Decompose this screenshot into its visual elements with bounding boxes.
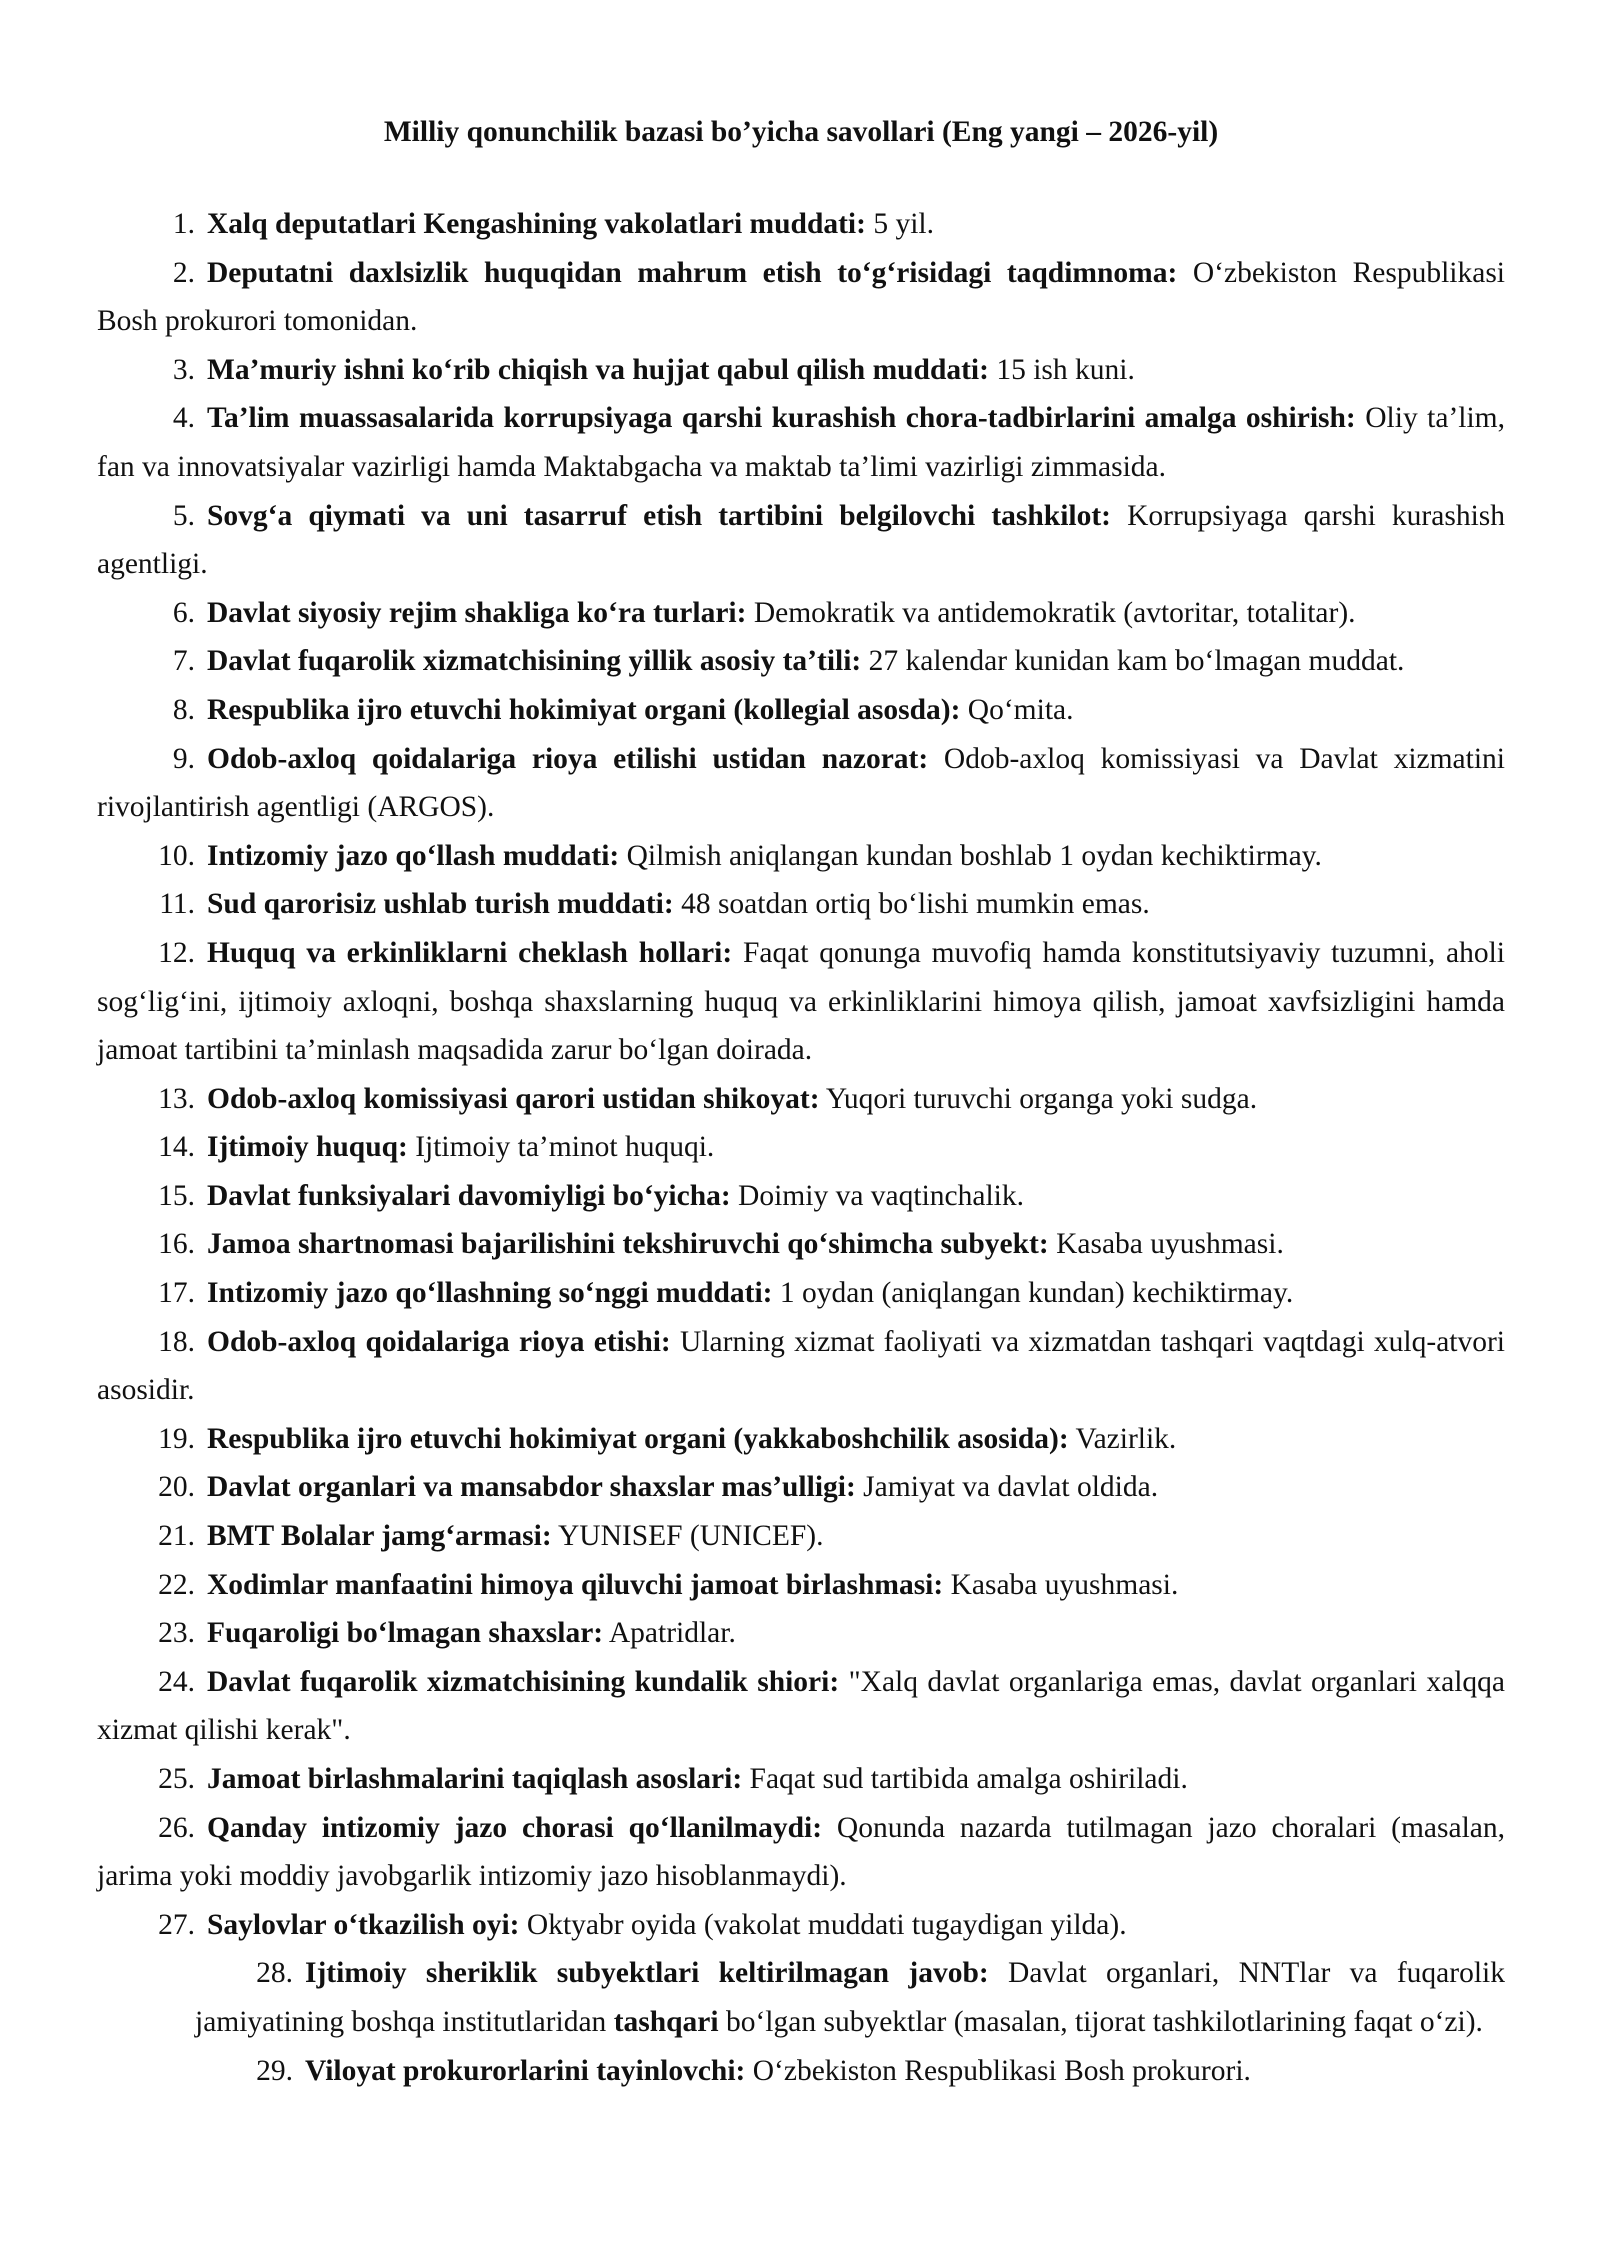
list-item xyxy=(97,1463,1505,1512)
list-item xyxy=(97,686,1505,735)
list-item xyxy=(97,735,1505,832)
list-item xyxy=(97,1512,1505,1561)
item-number: 18. xyxy=(158,1325,195,1358)
item-term: Xodimlar manfaatini himoya qiluvchi jamoat birlashmasi: xyxy=(207,1568,944,1601)
item-answer: Ularning xizmat faoliyati va xizmatdan tashqari vaqtdagi xulq-atvori asosidir. xyxy=(97,1325,1505,1407)
item-number: 20. xyxy=(158,1471,195,1504)
item-answer: "Xalq davlat organlariga emas, davlat organlari xalqqa xizmat qilishi kerak". xyxy=(97,1665,1505,1747)
item-number: 19. xyxy=(158,1422,195,1455)
item-term: Ijtimoiy sheriklik subyektlari keltirilmagan javob: xyxy=(305,1957,989,1990)
list-item xyxy=(97,1658,1505,1755)
list-item xyxy=(97,637,1505,686)
item-answer: 1 oydan (aniqlangan kundan) kechiktirmay. xyxy=(772,1277,1294,1310)
item-answer: 27 kalendar kunidan kam bo‘lmagan muddat. xyxy=(861,645,1405,678)
list-item xyxy=(97,1901,1505,1950)
list-item xyxy=(97,1415,1505,1464)
item-term: Huquq va erkinliklarni cheklash hollari: xyxy=(207,936,733,969)
list-item xyxy=(97,492,1505,589)
list-item xyxy=(97,1220,1505,1269)
item-term: Davlat funksiyalari davomiyligi bo‘yicha: xyxy=(207,1179,731,1212)
item-number: 10. xyxy=(158,839,195,872)
list-item xyxy=(97,1949,1505,2046)
item-answer: Korrupsiyaga qarshi kurashish agentligi. xyxy=(97,499,1505,581)
item-term: Sud qarorisiz ushlab turish muddati: xyxy=(207,888,674,921)
item-answer: Jamiyat va davlat oldida. xyxy=(855,1471,1159,1504)
item-answer: Odob-axloq komissiyasi va Davlat xizmatini rivojlantirish agentligi (ARGOS). xyxy=(97,742,1505,824)
item-number: 25. xyxy=(158,1763,195,1795)
item-number: 29. xyxy=(256,2054,293,2087)
item-number: 22. xyxy=(158,1568,195,1601)
item-number: 5. xyxy=(172,499,195,532)
item-term: Fuqaroligi bo‘lmagan shaxslar: xyxy=(207,1617,604,1650)
item-number: 24. xyxy=(158,1665,195,1698)
item-number: 21. xyxy=(158,1520,195,1553)
list-item xyxy=(97,249,1505,346)
list-item xyxy=(97,832,1505,881)
item-emphasis: tashqari xyxy=(613,2005,719,2038)
list-item xyxy=(97,929,1505,1075)
item-number: 23. xyxy=(158,1617,195,1650)
item-term: Intizomiy jazo qo‘llashning so‘nggi muddati: xyxy=(207,1277,773,1310)
item-answer: Qilmish aniqlangan kundan boshlab 1 oydan kechiktirmay. xyxy=(619,839,1322,872)
item-answer: Faqat qonunga muvofiq hamda konstitutsiyaviy tuzumni, aholi sog‘lig‘ini, ijtimoiy axloqni, boshqa shaxslarning huquq va erkinliklarini himoya qilish, jamoat xavfsizligini hamda jamoat tartibini ta’minlash maqsadida zarur bo‘lgan doirada. xyxy=(97,936,1505,1067)
item-number: 6. xyxy=(172,596,195,629)
list-item xyxy=(97,880,1505,929)
item-term: Viloyat prokurorlarini tayinlovchi: xyxy=(305,2054,746,2087)
item-term: Odob-axloq qoidalariga rioya etishi: xyxy=(207,1325,671,1358)
item-answer: Demokratik va antidemokratik (avtoritar, totalitar). xyxy=(746,596,1356,629)
item-answer: Davlat organlari, NNTlar va fuqarolik jamiyatining boshqa institutlaridan xyxy=(195,1957,1505,2038)
item-number: 12. xyxy=(158,936,195,969)
item-answer: Qonunda nazarda tutilmagan jazo choralari (masalan, jarima yoki moddiy javobgarlik intizomiy jazo hisoblanmaydi). xyxy=(97,1811,1505,1893)
item-term: Ta’lim muassasalarida korrupsiyaga qarshi kurashish chora-tadbirlarini amalga oshirish: xyxy=(207,402,1356,435)
item-number: 7. xyxy=(172,645,195,678)
item-number: 17. xyxy=(158,1277,195,1310)
item-number: 2. xyxy=(172,256,195,289)
item-number: 11. xyxy=(159,888,195,921)
item-number: 9. xyxy=(172,742,195,775)
item-term: Xalq deputatlari Kengashining vakolatlari muddati: xyxy=(207,208,866,240)
list-item xyxy=(97,346,1505,395)
item-term: Saylovlar o‘tkazilish oyi: xyxy=(207,1908,520,1941)
item-answer: Faqat sud tartibida amalga oshiriladi. xyxy=(742,1763,1188,1795)
item-term: Jamoat birlashmalarini taqiqlash asoslari: xyxy=(207,1763,743,1795)
item-answer: 5 yil. xyxy=(865,208,934,240)
item-answer: O‘zbekiston Respublikasi Bosh prokurori. xyxy=(745,2054,1251,2087)
item-answer: Doimiy va vaqtinchalik. xyxy=(730,1179,1024,1212)
item-answer: Vazirlik. xyxy=(1068,1422,1177,1455)
list-item xyxy=(97,1269,1505,1318)
item-answer: Kasaba uyushmasi. xyxy=(1048,1228,1284,1261)
list-item xyxy=(97,1123,1505,1172)
question-list xyxy=(97,200,1505,1949)
item-answer: Kasaba uyushmasi. xyxy=(943,1568,1179,1601)
list-item xyxy=(97,1755,1505,1804)
item-answer-cont: bo‘lgan subyektlar (masalan, tijorat tashkilotlarining faqat o‘zi). xyxy=(718,2005,1483,2038)
item-answer: Oktyabr oyida (vakolat muddati tugaydigan yilda). xyxy=(519,1908,1127,1941)
item-number: 28. xyxy=(256,1957,293,1990)
item-term: Respublika ijro etuvchi hokimiyat organi (kollegial asosda): xyxy=(207,693,961,726)
item-answer: Apatridlar. xyxy=(603,1617,736,1650)
item-answer: Qo‘mita. xyxy=(960,693,1074,726)
item-term: Davlat fuqarolik xizmatchisining kundalik shiori: xyxy=(207,1665,840,1698)
item-answer: Ijtimoiy ta’minot huquqi. xyxy=(407,1131,715,1164)
item-term: Davlat siyosiy rejim shakliga ko‘ra turlari: xyxy=(207,596,747,629)
item-answer: Yuqori turuvchi organga yoki sudga. xyxy=(819,1082,1258,1115)
list-item xyxy=(97,1172,1505,1221)
item-answer: YUNISEF (UNICEF). xyxy=(551,1520,824,1553)
item-term: Odob-axloq komissiyasi qarori ustidan shikoyat: xyxy=(207,1082,820,1115)
list-item xyxy=(97,1561,1505,1610)
item-answer: 15 ish kuni. xyxy=(988,353,1135,386)
list-item xyxy=(97,1075,1505,1124)
item-number: 13. xyxy=(158,1082,195,1115)
list-item xyxy=(97,1609,1505,1658)
item-answer: O‘zbekiston Respublikasi Bosh prokurori tomonidan. xyxy=(97,256,1505,338)
item-number: 1. xyxy=(172,208,195,240)
item-term: Ma’muriy ishni ko‘rib chiqish va hujjat qabul qilish muddati: xyxy=(207,353,989,386)
list-item xyxy=(97,1318,1505,1415)
item-term: Davlat organlari va mansabdor shaxslar mas’ulligi: xyxy=(207,1471,856,1504)
item-term: Odob-axloq qoidalariga rioya etilishi ustidan nazorat: xyxy=(207,742,929,775)
list-item xyxy=(97,589,1505,638)
item-answer: 48 soatdan ortiq bo‘lishi mumkin emas. xyxy=(673,888,1150,921)
item-term: Jamoa shartnomasi bajarilishini tekshiruvchi qo‘shimcha subyekt: xyxy=(207,1228,1049,1261)
item-number: 27. xyxy=(158,1908,195,1941)
item-term: Respublika ijro etuvchi hokimiyat organi (yakkaboshchilik asosida): xyxy=(207,1422,1069,1455)
list-item xyxy=(97,394,1505,491)
item-term: Sovg‘a qiymati va uni tasarruf etish tartibini belgilovchi tashkilot: xyxy=(207,499,1111,532)
item-term: Deputatni daxlsizlik huquqidan mahrum etish to‘g‘risidagi taqdimnoma: xyxy=(207,256,1178,289)
item-term: Ijtimoiy huquq: xyxy=(207,1131,408,1164)
list-item xyxy=(97,2047,1505,2096)
item-number: 16. xyxy=(158,1228,195,1261)
item-number: 15. xyxy=(158,1179,195,1212)
item-term: Intizomiy jazo qo‘llash muddati: xyxy=(207,839,620,872)
item-term: Qanday intizomiy jazo chorasi qo‘llanilmaydi: xyxy=(207,1811,823,1844)
item-answer: Oliy ta’lim, fan va innovatsiyalar vazirligi hamda Maktabgacha va maktab ta’limi vazirligi zimmasida. xyxy=(97,402,1505,483)
item-number: 14. xyxy=(158,1131,195,1164)
list-item xyxy=(97,1804,1505,1901)
item-number: 26. xyxy=(158,1811,195,1844)
item-number: 3. xyxy=(172,353,195,386)
document-title: Milliy qonunchilik bazasi bo’yicha savollari (Eng yangi – 2026-yil) xyxy=(383,116,1219,148)
item-number: 4. xyxy=(172,402,195,435)
item-term: Davlat fuqarolik xizmatchisining yillik asosiy ta’tili: xyxy=(207,645,862,678)
item-term: BMT Bolalar jamg‘armasi: xyxy=(207,1520,552,1553)
item-number: 8. xyxy=(172,693,195,726)
document-page xyxy=(97,108,1505,2095)
list-item xyxy=(97,200,1505,249)
